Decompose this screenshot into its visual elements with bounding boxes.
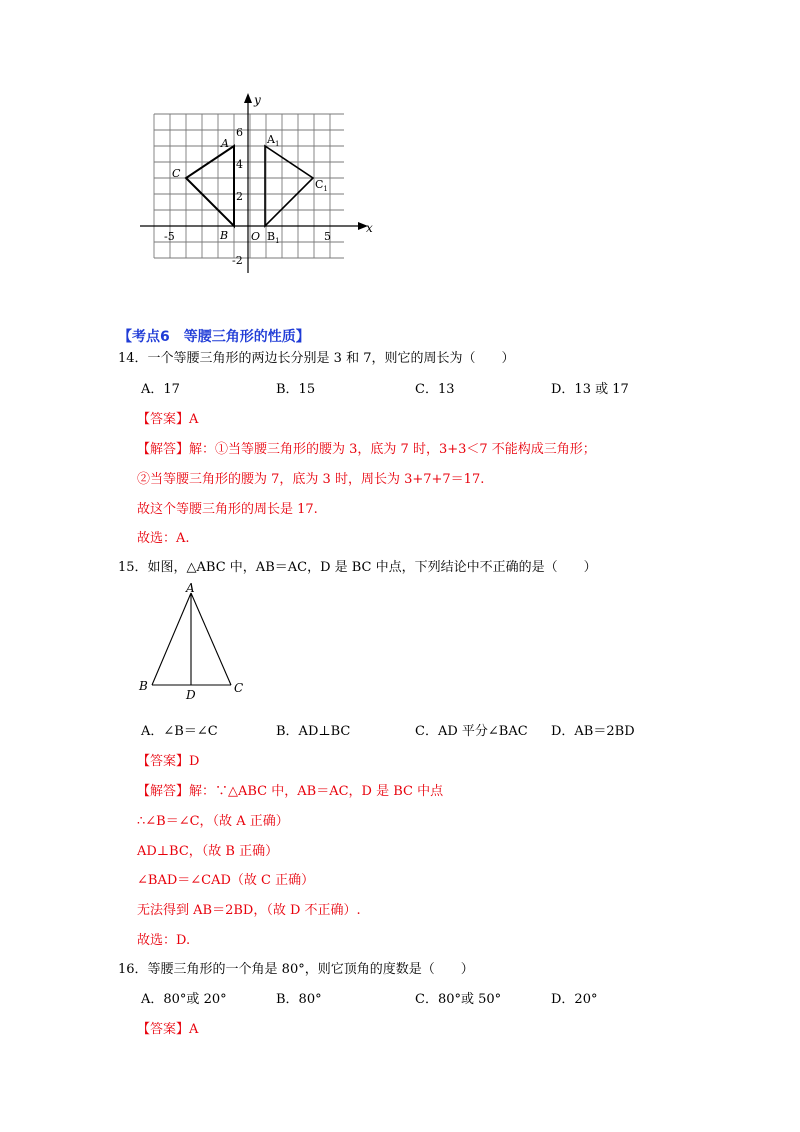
q14-answer: 【答案】A xyxy=(137,412,199,427)
q16-stem: 16．等腰三角形的一个角是 80°，则它顶角的度数是（ ） xyxy=(118,962,474,977)
vertex-label-c: C xyxy=(234,681,244,695)
side-ac xyxy=(191,593,231,685)
vertex-label-d: D xyxy=(186,688,196,702)
q14-option-b: B．15 xyxy=(276,382,316,397)
q15-stem: 15．如图，△ABC 中，AB＝AC，D 是 BC 中点，下列结论中不正确的是（ ） xyxy=(118,560,597,575)
q16-option-a: A．80°或 20° xyxy=(141,992,227,1007)
q14-option-c: C．13 xyxy=(415,382,455,397)
origin-label: O xyxy=(251,230,261,243)
tick-label-y4: 4 xyxy=(236,158,243,171)
q14-option-d: D．13 或 17 xyxy=(551,382,629,397)
q15-answer: 【答案】D xyxy=(137,754,200,769)
q16-option-b: B．80° xyxy=(276,992,322,1007)
q15-solution-line5: 无法得到 AB＝2BD，（故 D 不正确）. xyxy=(137,903,361,918)
q15-solution-line4: ∠BAD＝∠CAD（故 C 正确） xyxy=(137,873,315,888)
vertex-label-b: B xyxy=(139,679,148,693)
point-label-a1: $A_1$ xyxy=(267,133,280,148)
vertex-label-a: A xyxy=(186,581,195,595)
side-ab xyxy=(152,593,191,685)
q15-option-c: C．AD 平分∠BAC xyxy=(415,724,528,739)
coordinate-grid-figure xyxy=(0,0,800,300)
q15-solution-line6: 故选：D. xyxy=(137,933,191,948)
q14-solution-line2: ②当等腰三角形的腰为 7，底为 3 时，周长为 3+7+7＝17. xyxy=(137,472,485,487)
q15-option-b: B．AD⊥BC xyxy=(276,724,351,739)
q15-solution-line2: ∴∠B＝∠C，（故 A 正确） xyxy=(137,814,289,829)
q16-option-c: C．80°或 50° xyxy=(415,992,502,1007)
q15-solution-line1: 【解答】解：∵△ABC 中，AB＝AC，D 是 BC 中点 xyxy=(137,784,444,799)
q15-option-d: D．AB＝2BD xyxy=(551,724,635,739)
point-label-c1: $C_1$ xyxy=(315,178,328,193)
q14-option-a: A．17 xyxy=(141,382,180,397)
x-axis-label: x xyxy=(366,221,373,235)
y-axis-label: y xyxy=(254,93,261,107)
point-label-b: B xyxy=(220,229,229,242)
q15-option-a: A．∠B＝∠C xyxy=(141,724,218,739)
triangle-abc xyxy=(186,146,234,226)
q14-solution-line3: 故这个等腰三角形的周长是 17. xyxy=(137,502,318,517)
point-label-b1: $B_1$ xyxy=(267,230,280,245)
q14-solution-line4: 故选：A. xyxy=(137,531,190,546)
triangle-a1b1c1 xyxy=(265,146,313,226)
tick-label-y6: 6 xyxy=(236,126,243,139)
tick-label-yneg2: -2 xyxy=(232,254,243,267)
tick-label-y2: 2 xyxy=(236,190,243,203)
y-axis-arrow xyxy=(244,93,252,103)
q16-option-d: D．20° xyxy=(551,992,598,1007)
triangle-abc-figure xyxy=(130,575,260,705)
q14-stem: 14．一个等腰三角形的两边长分别是 3 和 7，则它的周长为（ ） xyxy=(118,351,515,366)
q15-solution-line3: AD⊥BC，（故 B 正确） xyxy=(137,844,279,859)
section-heading: 【考点6 等腰三角形的性质】 xyxy=(118,329,310,345)
point-label-a: A xyxy=(221,137,229,150)
q14-solution-line1: 【解答】解：①当等腰三角形的腰为 3，底为 7 时，3+3＜7 不能构成三角形； xyxy=(137,442,596,457)
point-label-c: C xyxy=(172,167,181,180)
tick-label-x5: 5 xyxy=(324,230,331,243)
tick-label-xneg5: -5 xyxy=(164,230,175,243)
q16-answer: 【答案】A xyxy=(137,1022,199,1037)
